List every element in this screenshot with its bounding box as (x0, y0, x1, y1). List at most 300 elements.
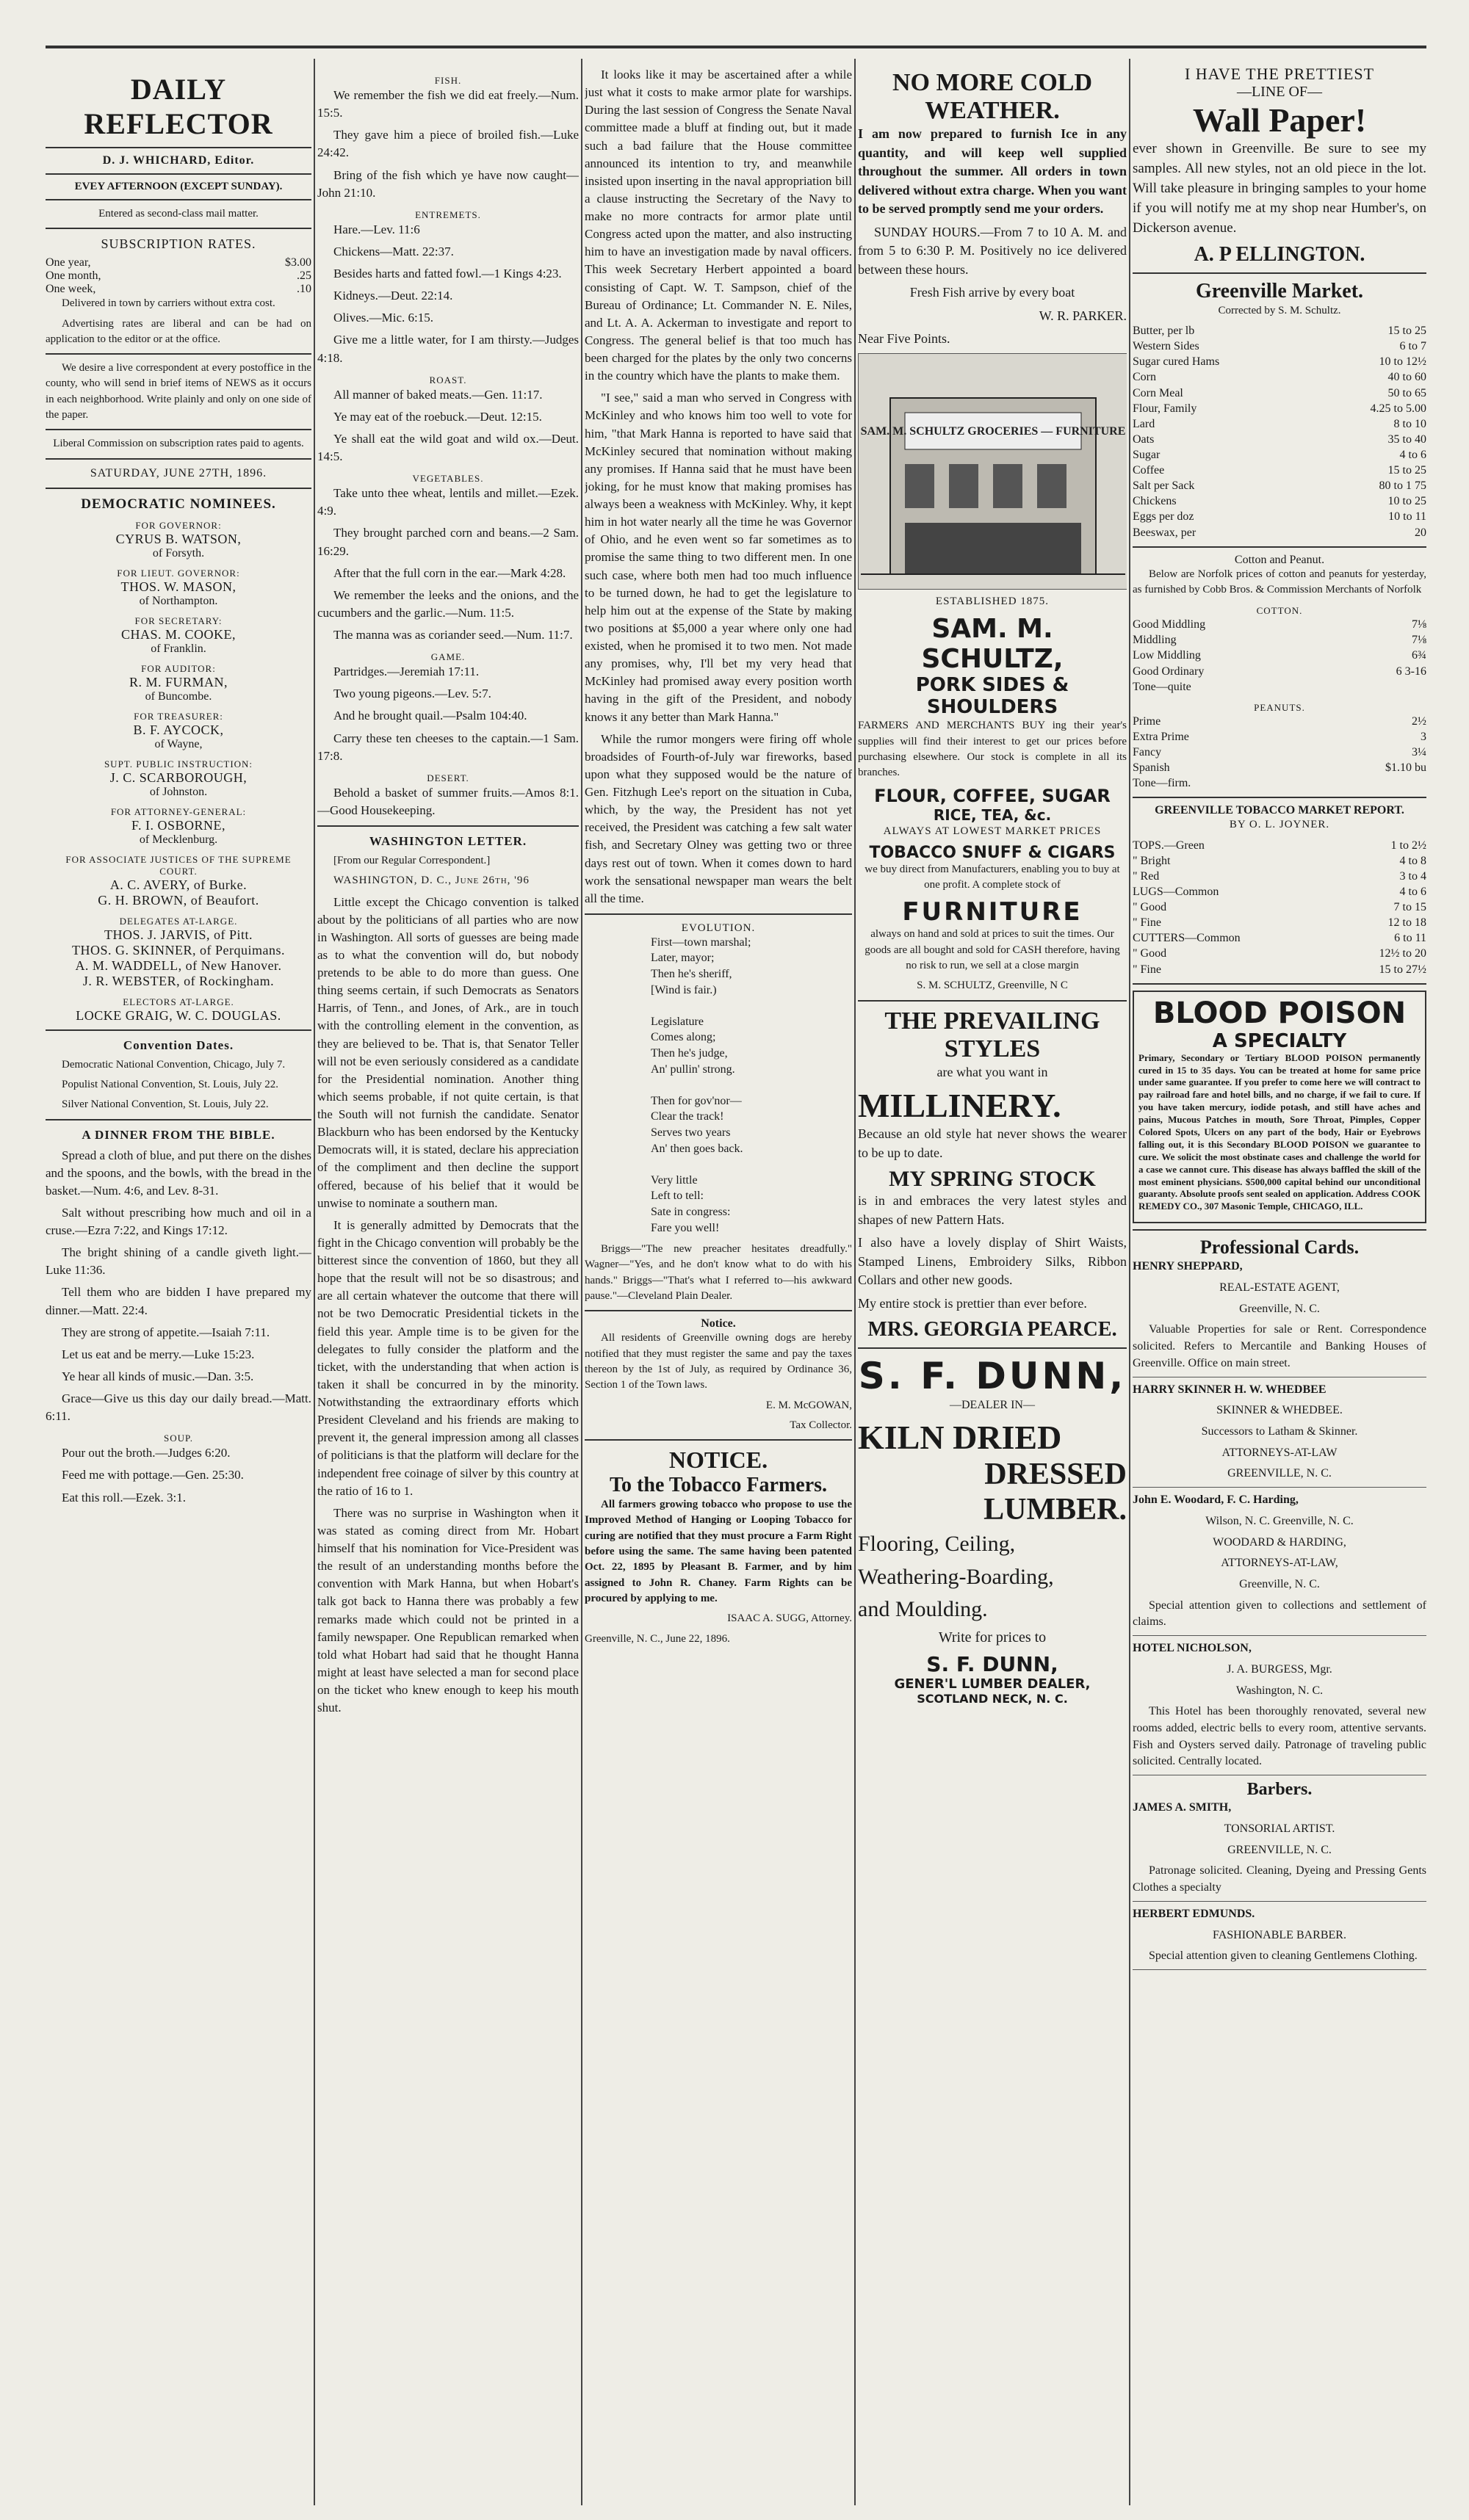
bible-dinner-intro (46, 1147, 311, 1426)
poem-line (651, 1156, 852, 1173)
card-divider (1133, 1969, 1426, 1970)
schultz-name: SAM. M. SCHULTZ, (921, 614, 1064, 675)
notice-tax-title: Tax Collector. (790, 1419, 852, 1431)
table-label: " Fine (1133, 963, 1161, 976)
bible-verse: Bring of the fish which ye have now caught—John 21:10. (317, 167, 579, 200)
nominee-name: CYRUS B. WATSON, (115, 531, 242, 546)
peanut-row (1133, 714, 1426, 729)
cotton-row (1133, 664, 1426, 679)
nominee-name: R. M. FURMAN, (129, 674, 228, 689)
table-label: " Red (1133, 869, 1160, 883)
nominee-office: FOR TREASURER: (134, 710, 223, 722)
nominee-name: B. F. AYCOCK, (133, 722, 224, 737)
washington-paragraph: It is generally admitted by Democrats that the fight in the Chicago convention will probably be the bitterest since the convention of 1860, but they all hope that the result will not be so disastrous; and are all certain whatever the outcome that there will not be two Democratic Presidential tickets in the field this year. Ample time is to be given for the delegates to fully consider the platform and the ticket, with the understanding that when action is taken it shall be concurred in by the minority. Notwithstanding the extraordinary efforts which President Cleveland and his friends are making to prevent it, the general impression among all classes of politicians is that the platform will declare for the independent free coinage of silver by this country at the ratio of 16 to 1. (317, 1217, 579, 1498)
poem-line: Then he's judge, (651, 1047, 728, 1060)
bible-verse: We remember the fish we did eat freely.—Num. 15:5. (317, 88, 579, 120)
tobacco-row (1133, 962, 1426, 977)
bible-verse: Olives.—Mic. 6:15. (333, 311, 433, 325)
nominee-name: LOCKE GRAIG, W. C. DOUGLAS. (76, 1007, 281, 1023)
market-row (1133, 463, 1426, 478)
notice-tobacco-signature: ISAAC A. SUGG, Attorney. (727, 1612, 852, 1625)
table-label: Fancy (1133, 746, 1162, 759)
table-label: Butter, per lb (1133, 325, 1195, 338)
bible-verse: They brought parched corn and beans.—2 Sam. 16:29. (317, 526, 579, 558)
table-label: Chickens (1133, 495, 1177, 508)
card-line: JAMES A. SMITH, (1133, 1801, 1232, 1814)
conventions-heading: Convention Dates. (123, 1038, 234, 1052)
bible-verse: Carry these ten cheeses to the captain.—1 Sam. 17:8. (317, 731, 579, 763)
table-value: 6¾ (1412, 649, 1426, 662)
nominee-office: FOR ATTORNEY-GENERAL: (110, 805, 247, 817)
bible-verse: Feed me with pottage.—Gen. 25:30. (62, 1468, 244, 1482)
peanut-table (1133, 714, 1426, 792)
market-row (1133, 493, 1426, 509)
schultz-prices: ALWAYS AT LOWEST MARKET PRICES (883, 825, 1102, 837)
schultz-furniture: FURNITURE (902, 897, 1083, 927)
masthead-title: DAILY REFLECTOR (84, 73, 273, 140)
notice-tax-signature: E. M. McGOWAN, (765, 1399, 852, 1411)
bible-verse: The manna was as coriander seed.—Num. 11:7. (333, 628, 573, 642)
market-row (1133, 323, 1426, 338)
card-line: Patronage solicited. Cleaning, Dyeing and Pressing Gents Clothes a specialty (1133, 1864, 1426, 1894)
subscription-heading: SUBSCRIPTION RATES. (101, 236, 256, 252)
millinery-sub: are what you want in (936, 1064, 1048, 1079)
nominee-name: G. H. BROWN, of Beaufort. (98, 892, 259, 908)
bible-verse: They are strong of appetite.—Isaiah 7:11. (62, 1325, 270, 1339)
nominee-office: FOR GOVERNOR: (135, 519, 222, 531)
poem-line: An' then goes back. (651, 1142, 743, 1155)
bible-verse: Pour out the broth.—Judges 6:20. (62, 1446, 231, 1460)
notice-tobacco-subheading: To the Tobacco Farmers. (609, 1474, 828, 1497)
bible-verse: Ye hear all kinds of music.—Dan. 3:5. (62, 1369, 254, 1383)
tobacco-row (1133, 930, 1426, 946)
washington-dateline: WASHINGTON, D. C., June 26th, '96 (333, 875, 530, 887)
table-value: 10 to 12½ (1379, 355, 1426, 369)
table-value: 15 to 25 (1387, 325, 1426, 338)
blood-poison-text: Primary, Secondary or Tertiary BLOOD POISON permanently cured in 15 to 35 days. You can be treated at home for same price under same guarantee. If you prefer to come here we will contract to pay railroad fare and hotel bills, and no charge, if we fail to cure. If you have taken mercury, iodide potash, and still have aches and pains, Mucous Patches in mouth, Sore Throat, Pimples, Copper Colored Spots, Ulcers on any part of the body, Hair or Eyebrows falling out, it is this Secondary BLOOD POISON we guarantee to cure. We solicit the most obstinate cases and challenge the world for a case we cannot cure. This disease has always baffled the skill of the most eminent physicians. $500,000 capital behind our unconditional guaranty. Absolute proofs sent sealed on application. Address COOK REMEDY CO., 307 Masonic Temple, CHICAGO, ILL. (1138, 1051, 1421, 1212)
market-row (1133, 509, 1426, 524)
card-line: FASHIONABLE BARBER. (1213, 1928, 1346, 1941)
table-value: 2½ (1412, 714, 1426, 728)
subscription-rates (46, 256, 311, 296)
tobacco-row (1133, 899, 1426, 915)
bible-verse: Partridges.—Jeremiah 17:11. (333, 665, 480, 679)
poem-line (651, 1077, 852, 1093)
nominee-name: CHAS. M. COOKE, (120, 626, 237, 642)
cotton-table (1133, 617, 1426, 695)
dessert-heading: DESERT. (427, 772, 469, 783)
table-label: " Bright (1133, 854, 1171, 867)
entremets-heading: ENTREMETS. (415, 209, 481, 220)
table-label: Sugar (1133, 449, 1161, 462)
table-label: " Fine (1133, 916, 1161, 930)
table-value: 7⅛ (1412, 618, 1426, 631)
bible-verse: Take unto thee wheat, lentils and millet.—Ezek. 4:9. (317, 486, 579, 518)
market-table (1133, 323, 1426, 540)
nominee-place: of Forsyth. (152, 546, 205, 560)
poem-line: Very little (651, 1173, 698, 1187)
masthead-schedule: EVEY AFTERNOON (EXCEPT SUNDAY). (74, 181, 283, 192)
cotton-row (1133, 632, 1426, 648)
card-line: GREENVILLE, N. C. (1227, 1467, 1332, 1480)
schultz-signature: S. M. SCHULTZ, Greenville, N C (917, 980, 1068, 992)
notice-tax-text: All residents of Greenville owning dogs are hereby notified that they must register the same and pay the taxes thereon by the 1st of July, as required by Ordinance 36, Section 1 of the Town laws. (585, 1332, 852, 1391)
bible-dinner-heading: A DINNER FROM THE BIBLE. (82, 1127, 275, 1142)
bible-verse: Give me a little water, for I am thirsty.—Judges 4:18. (317, 333, 579, 365)
masthead-editor: D. J. WHICHARD, Editor. (102, 154, 255, 167)
peanuts-subheading: PEANUTS. (1254, 701, 1305, 713)
card-divider (1133, 1487, 1426, 1488)
bible-verse: Chickens—Matt. 22:37. (333, 244, 454, 258)
nominee-office: FOR ASSOCIATE JUSTICES OF THE SUPREME COURT. (65, 853, 292, 877)
market-row (1133, 478, 1426, 493)
vegetables-list (317, 485, 579, 644)
store-building-icon (859, 354, 1127, 589)
nominee-place: of Buncombe. (145, 689, 212, 703)
card-line: GREENVILLE, N. C. (1227, 1843, 1332, 1856)
card-line: John E. Woodard, F. C. Harding, (1133, 1493, 1299, 1507)
nominee-name: A. M. WADDELL, of New Hanover. (75, 957, 282, 973)
table-value: 4 to 8 (1399, 854, 1426, 867)
lumber-dressed: DRESSED LUMBER. (983, 1458, 1127, 1527)
wallpaper-line2: —LINE OF— (1236, 84, 1323, 100)
advertising-note: Advertising rates are liberal and can be had on application to the editor or at the office. (46, 317, 311, 345)
masthead-entered: Entered as second-class mail matter. (98, 208, 259, 220)
table-value: 40 to 60 (1387, 371, 1426, 384)
tobacco-row (1133, 838, 1426, 853)
card-line: HARRY SKINNER H. W. WHEDBEE (1133, 1383, 1327, 1396)
lumber-name: S. F. DUNN, (858, 1354, 1127, 1397)
nominee-place: of Johnston. (149, 785, 208, 798)
table-label: Good Ordinary (1133, 665, 1205, 678)
column-1 (46, 59, 311, 2505)
lumber-sig: S. F. DUNN, (926, 1652, 1058, 1677)
blood-poison-ad (1133, 991, 1426, 1224)
notice-tax-heading: Notice. (701, 1317, 736, 1330)
millinery-text1: Because an old style hat never shows the wearer to be up to date. (858, 1126, 1127, 1160)
poem-line: Clear the track! (651, 1110, 724, 1123)
tobacco-row (1133, 884, 1426, 899)
correspondent-note: We desire a live correspondent at every postoffice in the county, who will send in brief items of NEWS as it occurs in each neighborhood. Write plainly and only on one side of the paper. (46, 362, 311, 421)
card-line: Successors to Latham & Skinner. (1201, 1424, 1358, 1438)
millinery-heading3: MY SPRING STOCK (889, 1167, 1096, 1192)
table-value: 12 to 18 (1387, 916, 1426, 930)
table-label: Western Sides (1133, 340, 1199, 353)
ice-ad-fish: Fresh Fish arrive by every boat (909, 285, 1075, 300)
lumber-item: Weathering-Boarding, (858, 1564, 1054, 1589)
nominee-name: A. C. AVERY, of Burke. (109, 877, 248, 892)
column-3 (585, 59, 852, 2505)
lumber-place: SCOTLAND NECK, N. C. (917, 1692, 1068, 1706)
evolution-poem (585, 935, 852, 1236)
nominee-name: J. C. SCARBOROUGH, (109, 770, 248, 785)
schultz-tobacco: TOBACCO SNUFF & CIGARS (869, 843, 1116, 862)
tobacco-row (1133, 946, 1426, 961)
table-label: Spanish (1133, 761, 1170, 775)
table-label: Corn Meal (1133, 386, 1183, 399)
schultz-tagline: PORK SIDES & SHOULDERS (915, 674, 1069, 719)
bible-verse: Two young pigeons.—Lev. 5:7. (333, 687, 491, 701)
store-sign-text: SAM. M. SCHULTZ GROCERIES — FURNITURE (860, 425, 1126, 438)
bible-verse: Kidneys.—Deut. 22:14. (333, 289, 453, 303)
card-line: Greenville, N. C. (1239, 1302, 1320, 1315)
market-row (1133, 416, 1426, 432)
table-value: 4 to 6 (1399, 885, 1426, 898)
peanut-row (1133, 775, 1426, 791)
ice-ad-text: I am now prepared to furnish Ice in any quantity, and will keep well supplied throughout the summer. All orders in town delivered without extra charge. When you want to be served promptly send me your orders. (858, 126, 1127, 217)
fish-list (317, 87, 579, 202)
table-value: 80 to 1 75 (1379, 479, 1426, 493)
poem-line: Left to tell: (651, 1190, 704, 1203)
tobacco-report-heading: GREENVILLE TOBACCO MARKET REPORT. (1155, 804, 1404, 817)
column-rule (581, 59, 582, 2505)
card-line: SKINNER & WHEDBEE. (1216, 1404, 1343, 1417)
nominee-name: J. R. WEBSTER, of Rockingham. (82, 973, 275, 988)
table-label: Tone—quite (1133, 680, 1191, 693)
table-label: Extra Prime (1133, 730, 1189, 743)
washington-paragraph: Little except the Chicago convention is talked about by the politicians of all parties who are now in Washington. All sorts of guesses are being made as to what the convention will do, but nobody pretends to be able to do more than guess. One thing seems certain, if such Democrats as Senators Harris, of Tenn., and Jones, of Ark., are in touch with the controlling element in the convention, as they are believed to be. That is, that Senator Teller will not be even seriously considered as a candidate for the Presidential nomination. Another thing which seems probable, if not quite certain, is that the South will not furnish the candidate. Senator Blackburn who has been endorsed by the Kentucky Democrats will, it is stated, declare his appreciation of the compliment and then decline the support offered, because of his belief that it would be unwise to nominate a southern man. (317, 894, 579, 1210)
table-value: 15 to 27½ (1379, 963, 1426, 976)
bible-verse: Eat this roll.—Ezek. 3:1. (62, 1490, 187, 1505)
tobacco-table (1133, 838, 1426, 977)
cotton-row (1133, 617, 1426, 632)
table-value: 7 to 15 (1393, 901, 1426, 914)
roast-list (317, 386, 579, 466)
rate-row: One week, .10 (46, 283, 311, 296)
peanut-row (1133, 729, 1426, 745)
market-row (1133, 354, 1426, 369)
table-value: 12½ to 20 (1379, 947, 1426, 960)
schultz-goods1: FLOUR, COFFEE, SUGAR (874, 785, 1111, 806)
store-illustration (858, 353, 1127, 590)
cotton-row (1133, 648, 1426, 663)
ice-ad-owner: W. R. PARKER. (1039, 308, 1127, 323)
table-label: Sugar cured Hams (1133, 355, 1220, 369)
poem-line: An' pullin' strong. (651, 1062, 735, 1076)
table-label: TOPS.—Green (1133, 839, 1205, 852)
millinery-text4: My entire stock is prettier than ever before. (858, 1295, 1087, 1311)
wallpaper-signature: A. P ELLINGTON. (1194, 242, 1365, 266)
market-row (1133, 385, 1426, 401)
market-row (1133, 338, 1426, 354)
cotton-intro: Below are Norfolk prices of cotton and peanuts for yesterday, as furnished by Cobb Bros. & Commission Merchants of Norfolk (1133, 568, 1426, 595)
card-line: TONSORIAL ARTIST. (1224, 1822, 1335, 1835)
schultz-text: FARMERS AND MERCHANTS BUY ing their year's supplies will find their interest to get our prices before purchasing elsewhere. Our stock is complete in all its branches. (858, 720, 1127, 779)
roast-heading: ROAST. (429, 374, 467, 385)
market-row (1133, 447, 1426, 463)
table-value: 35 to 40 (1387, 432, 1426, 446)
nominee-place: of Mecklenburg. (139, 833, 218, 846)
poem-line: Serves two years (651, 1126, 731, 1139)
card-line: ATTORNEYS-AT-LAW (1221, 1446, 1338, 1459)
poem-line: Fare you well! (651, 1221, 720, 1234)
schultz-goods2: RICE, TEA, &c. (933, 805, 1052, 824)
table-label: Prime (1133, 714, 1161, 728)
lumber-kiln: KILN DRIED (858, 1419, 1062, 1457)
nominee-office: DELEGATES AT-LARGE. (119, 915, 238, 927)
tobacco-row (1133, 915, 1426, 930)
lumber-write: Write for prices to (938, 1629, 1047, 1645)
barbers-list (1133, 1800, 1426, 1970)
blood-poison-heading: BLOOD POISON (1152, 996, 1407, 1030)
table-label: Salt per Sack (1133, 479, 1195, 493)
wallpaper-text: ever shown in Greenville. Be sure to see my samples. All new styles, not an old piece in the lot. Will take pleasure in bringing samples to your home if you will notify me at my shop near Humber's, on Dickerson avenue. (1133, 141, 1426, 236)
card-line: Special attention given to cleaning Gentlemens Clothing. (1149, 1949, 1418, 1963)
game-heading: GAME. (430, 651, 466, 663)
ice-ad-hours: SUNDAY HOURS.—From 7 to 10 A. M. and from 5 to 6:30 P. M. Positively no ice delivered between these hours. (858, 224, 1127, 277)
table-value: 1 to 2½ (1390, 839, 1426, 852)
delivered-note: Delivered in town by carriers without extra cost. (62, 297, 275, 310)
barbers-heading: Barbers. (1246, 1780, 1313, 1800)
bible-verse: Grace—Give us this day our daily bread.—Matt. 6:11. (46, 1391, 311, 1424)
card-divider (1133, 1901, 1426, 1902)
table-label: Low Middling (1133, 649, 1201, 662)
table-label: Middling (1133, 634, 1177, 647)
poem-line: Then he's sheriff, (651, 968, 732, 981)
table-value: 50 to 65 (1387, 386, 1426, 399)
bible-verse: We remember the leeks and the onions, and the cucumbers and the garlic.—Num. 11:5. (317, 587, 579, 620)
professional-cards-list (1133, 1259, 1426, 1775)
washington-paragraph: It looks like it may be ascertained after a while just what it costs to make armor plate for warships. During the last session of Congress the Senate Naval committee made a bluff at finding out, but it made such a bad failure that the House committee announced its intention to try, and meanwhile insisted upon inserting in the naval appropriation bill a clause instructing the Secretary of the Navy to make no more contracts for armor plate until Congress acted upon the matter, and also instructing him to have an investigation made by naval officers. This week Secretary Herbert appointed a board consisting of Capt. W. T. Sampson, chief of the Bureau of Ordinance; Lt. Commander N. E. Niles, and Lt. A. A. Ackerman to investigate and report to Congress. The general belief is that too much has been charged for the plates by the only two concerns in the country which have the plants to make them. (585, 68, 852, 383)
dessert-list (317, 784, 579, 819)
table-value: $1.10 bu (1385, 761, 1426, 775)
game-list (317, 663, 579, 765)
card-line: Valuable Properties for sale or Rent. Correspondence solicited. Refers to Mercantile and Banking Houses of Greenville. Office on main street. (1133, 1323, 1426, 1369)
nominee-name: THOS. W. MASON, (120, 579, 237, 594)
card-line: Wilson, N. C. Greenville, N. C. (1205, 1514, 1354, 1527)
card-line: This Hotel has been thoroughly renovated, several new rooms added, electric bells to every room, attentive servants. Fish and Oysters served daily. Patronage of traveling public solicited. Centrally located. (1133, 1705, 1426, 1768)
millinery-heading1: THE PREVAILING STYLES (884, 1007, 1100, 1062)
cotton-heading: Cotton and Peanut. (1234, 553, 1325, 566)
nominee-office: FOR SECRETARY: (134, 615, 223, 626)
millinery-signature: MRS. GEORGIA PEARCE. (867, 1317, 1117, 1341)
nominees-list (46, 520, 311, 1024)
commission-note: Liberal Commission on subscription rates paid to agents. (53, 438, 304, 450)
bible-verse: Behold a basket of summer fruits.—Amos 8:1.—Good Housekeeping. (317, 785, 579, 817)
table-value: 3¼ (1412, 746, 1426, 759)
table-label: Good Middling (1133, 618, 1206, 631)
nominee-office: SUPT. PUBLIC INSTRUCTION: (104, 758, 253, 770)
fish-heading: FISH. (434, 75, 462, 86)
bible-verse: Tell them who are bidden I have prepared my dinner.—Matt. 22:4. (46, 1285, 311, 1317)
table-value: 3 to 4 (1399, 869, 1426, 883)
table-label: Flour, Family (1133, 402, 1197, 415)
table-label: Corn (1133, 371, 1156, 384)
table-label: CUTTERS—Common (1133, 932, 1241, 945)
dateline: SATURDAY, JUNE 27TH, 1896. (90, 466, 267, 479)
table-value: 7⅛ (1412, 634, 1426, 647)
peanut-row (1133, 745, 1426, 760)
bible-verse: Salt without prescribing how much and oil in a cruse.—Ezra 7:22, and Kings 17:12. (46, 1205, 311, 1238)
washington-letter-heading: WASHINGTON LETTER. (369, 834, 527, 848)
table-value: 4 to 6 (1399, 449, 1426, 462)
nominee-office: FOR AUDITOR: (141, 662, 216, 674)
rate-row: One year, $3.00 (46, 256, 311, 269)
ice-ad-heading: NO MORE COLD WEATHER. (892, 69, 1092, 124)
table-label: " Good (1133, 947, 1167, 960)
vegetables-heading: VEGETABLES. (412, 473, 484, 485)
card-line: Washington, N. C. (1235, 1684, 1324, 1697)
nominee-place: of Franklin. (151, 642, 206, 655)
nominee-office: ELECTORS AT-LARGE. (123, 996, 234, 1007)
millinery-text2: is in and embraces the very latest styles and shapes of new Pattern Hats. (858, 1193, 1127, 1227)
nominees-heading: DEMOCRATIC NOMINEES. (81, 496, 276, 512)
card-line: WOODARD & HARDING, (1213, 1535, 1346, 1549)
card-line: J. A. BURGESS, Mgr. (1227, 1662, 1332, 1676)
column-rule (314, 59, 315, 2505)
wallpaper-line1: I HAVE THE PRETTIEST (1184, 65, 1375, 83)
nominee-place: of Wayne, (154, 737, 203, 750)
table-value: 6 to 11 (1394, 932, 1426, 945)
nominee-place: of Northampton. (139, 594, 218, 607)
table-value: 15 to 25 (1387, 464, 1426, 477)
table-value: 4.25 to 5.00 (1370, 402, 1426, 415)
poem-line: Legislature (651, 1015, 704, 1028)
card-line: HERBERT EDMUNDS. (1133, 1907, 1255, 1920)
column-4 (858, 59, 1127, 2505)
bible-verse: Ye shall eat the wild goat and wild ox.—Deut. 14:5. (317, 431, 579, 463)
cotton-row (1133, 679, 1426, 695)
top-rule (46, 46, 1426, 48)
evolution-joke: Briggs—"The new preacher hesitates dreadfully." Wagner—"Yes, and he don't know what to do with his hands." Briggs—"That's what I referred to—his awkward pause."—Cleveland Plain Dealer. (585, 1243, 852, 1303)
bible-verse: Let us eat and be merry.—Luke 15:23. (62, 1347, 255, 1361)
poem-line: Later, mayor; (651, 952, 715, 965)
table-value: 8 to 10 (1393, 417, 1426, 430)
card-line: ATTORNEYS-AT-LAW, (1221, 1557, 1338, 1570)
poem-line: [Wind is fair.) (651, 983, 717, 996)
table-value: 20 (1415, 526, 1426, 539)
professional-card (1133, 1259, 1426, 1377)
column-rule (854, 59, 856, 2505)
table-label: " Good (1133, 901, 1167, 914)
washington-byline: [From our Regular Correspondent.] (333, 855, 491, 866)
bible-verse: Spread a cloth of blue, and put there on the dishes and the spoons, and the bowls, with the bread in the basket.—Num. 4:6, and Lev. 8-31. (46, 1148, 311, 1198)
table-label: Eggs per doz (1133, 510, 1194, 524)
poem-line: Comes along; (651, 1031, 716, 1044)
market-row (1133, 369, 1426, 385)
bible-verse: They gave him a piece of broiled fish.—Luke 24:42. (317, 128, 579, 160)
card-line: REAL-ESTATE AGENT, (1219, 1281, 1340, 1294)
bible-verse: Hare.—Lev. 11:6 (333, 222, 420, 236)
schultz-closing: always on hand and sold at prices to suit the times. Our goods are all bought and sold for CASH therefore, having no risk to run, we sell at a close margin (865, 928, 1120, 971)
market-heading: Greenville Market. (1195, 279, 1364, 303)
table-value: 6 3-16 (1396, 665, 1426, 678)
bible-verse: All manner of baked meats.—Gen. 11:17. (333, 387, 543, 402)
peanut-row (1133, 760, 1426, 775)
washington-paragraph: There was no surprise in Washington when it was stated as coming direct from Mr. Hobart himself that his nomination for Vice-President was the result of an understanding months before the convention with Mark Hanna, but when Hobart's talk got back to Hanna there was probably a few remarks made which could not be printed in a family newspaper. One Republican remarked when told what Hobart had said that he thought Hanna might at least have selected a man for second place on the ticket who knew enough to keep his mouth shut. (317, 1505, 579, 1715)
table-value: 3 (1421, 730, 1426, 743)
column-5 (1133, 59, 1426, 2505)
poem-line: First—town marshal; (651, 935, 751, 949)
card-line: HOTEL NICHOLSON, (1133, 1642, 1252, 1655)
professional-card (1133, 1382, 1426, 1488)
blood-poison-sub: A SPECIALTY (1212, 1029, 1347, 1052)
schultz-established: ESTABLISHED 1875. (935, 595, 1050, 608)
notice-tobacco-text: All farmers growing tobacco who propose to use the Improved Method of Hanging or Looping Tobacco for curing are notified that they must procure a Farm Right before using the same. The same having been patented Oct. 22, 1895 by Pleasant B. Farmer, and by him assigned to John R. Chaney. Farm Rights can be procured by applying to me. (585, 1499, 852, 1604)
poem-line (651, 998, 852, 1014)
cotton-subheading: COTTON. (1256, 605, 1303, 617)
washington-paragraph: While the rumor mongers were firing off whole broadsides of Fourth-of-July war fireworks, based upon what they supposed would be the nature of Gen. Fitzhugh Lee's report on the situation in Cuba, which, by the way, the President has not yet received, the President was catching a few salt water fish, and Secretary Olney was getting two or three days rest out of town. When it comes down to hard work the sensational newspaper man wears the belt all the time. (585, 731, 852, 905)
ice-ad-location: Near Five Points. (858, 331, 950, 347)
lumber-gen: GENER'L LUMBER DEALER, (894, 1676, 1091, 1692)
bible-verse: The bright shining of a candle giveth light.—Luke 11:36. (46, 1245, 311, 1278)
poem-line: Sate in congress: (651, 1205, 731, 1218)
bible-verse: Ye may eat of the roebuck.—Deut. 12:15. (333, 409, 542, 424)
table-value: 10 to 25 (1387, 495, 1426, 508)
professional-cards-heading: Professional Cards. (1199, 1237, 1360, 1259)
lumber-item: and Moulding. (858, 1597, 988, 1622)
bible-verse: Besides harts and fatted fowl.—1 Kings 4:23. (333, 267, 562, 280)
